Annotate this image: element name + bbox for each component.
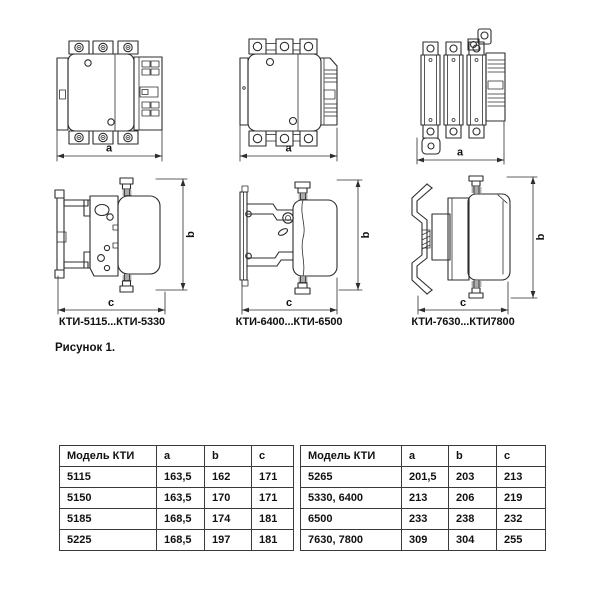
table-cell: 6500: [301, 509, 402, 530]
caption-kti5: КТИ-5115...КТИ-5330: [58, 316, 166, 328]
table-cell: 255: [497, 530, 546, 551]
table-cell: 5330, 6400: [301, 488, 402, 509]
column-header: c: [252, 446, 294, 467]
dimensions-table-right: [300, 445, 546, 551]
dim-c-label: c: [459, 297, 467, 309]
table-cell: 233: [402, 509, 449, 530]
support-arms: [247, 204, 293, 266]
table-cell: 163,5: [157, 488, 205, 509]
caption-kti6: КТИ-6400...КТИ-6500: [235, 316, 343, 328]
table-cell: 5115: [60, 467, 157, 488]
front-view-kti7-drawing: [413, 26, 513, 166]
contactor-body: [248, 54, 321, 131]
figure-label: Рисунок 1.: [55, 342, 116, 354]
side-view-kti5-drawing: [50, 170, 195, 318]
table-cell: 197: [205, 530, 252, 551]
side-view-kti7-drawing: [405, 170, 545, 318]
front-view-kti5-drawing: [52, 30, 167, 163]
arc-chamber: [468, 194, 510, 280]
dimension-b: [507, 177, 547, 298]
arc-chamber: [118, 196, 160, 274]
core-block: [432, 198, 469, 280]
column-header: Модель КТИ: [60, 446, 157, 467]
busbar-1: [421, 42, 440, 138]
table-cell: 181: [252, 509, 294, 530]
terminal-lugs-top: [249, 39, 317, 54]
mechanism-plate: [90, 196, 118, 276]
mounting-rail-left: [240, 58, 248, 125]
mounting-tab-bottom: [422, 138, 440, 154]
cooling-fins-right: [486, 53, 505, 121]
terminal-screws-top: [69, 41, 138, 54]
terminal-screw-bottom: [469, 280, 483, 298]
dim-c-label: c: [107, 297, 115, 309]
table-cell: 181: [252, 530, 294, 551]
terminal-screw-top: [469, 176, 483, 194]
front-view-kti6-drawing: [236, 30, 341, 163]
table-row: [60, 530, 294, 551]
table-cell: 201,5: [402, 467, 449, 488]
terminal-screw-top: [295, 182, 310, 200]
dimension-c: [58, 276, 165, 314]
table-row: [301, 467, 546, 488]
table-header-row: [301, 446, 546, 467]
table-row: [301, 530, 546, 551]
zigzag-mounting-bracket: [412, 184, 432, 294]
column-header: Модель КТИ: [301, 446, 402, 467]
terminal-lugs-bottom: [249, 131, 317, 146]
table-cell: 5150: [60, 488, 157, 509]
table-cell: 168,5: [157, 509, 205, 530]
table-row: [60, 488, 294, 509]
table-cell: 304: [449, 530, 497, 551]
mounting-plate: [240, 186, 251, 286]
mounting-bracket: [55, 190, 90, 278]
terminal-screws-bottom: [69, 131, 138, 144]
dim-a-label: a: [285, 142, 292, 155]
table-cell: 309: [402, 530, 449, 551]
table-cell: 5265: [301, 467, 402, 488]
table-cell: 170: [205, 488, 252, 509]
column-header: b: [205, 446, 252, 467]
dimension-b: [156, 179, 197, 290]
dim-b-label: b: [360, 231, 372, 239]
table-row: [60, 467, 294, 488]
cooling-fins-right: [321, 58, 337, 125]
busbar-2: [444, 42, 463, 138]
dim-a-label: a: [105, 142, 113, 155]
table-cell: 232: [497, 509, 546, 530]
table-header-row: [60, 446, 294, 467]
table-cell: 162: [205, 467, 252, 488]
table-row: [60, 509, 294, 530]
dim-c-label: c: [285, 297, 293, 309]
terminal-screw-bottom: [120, 274, 133, 292]
dim-b-label: b: [535, 233, 547, 241]
table-cell: 203: [449, 467, 497, 488]
table-cell: 163,5: [157, 467, 205, 488]
column-header: c: [497, 446, 546, 467]
table-cell: 219: [497, 488, 546, 509]
aux-contact-block: [134, 57, 162, 130]
column-header: a: [157, 446, 205, 467]
table-cell: 168,5: [157, 530, 205, 551]
table-cell: 206: [449, 488, 497, 509]
table-cell: 213: [497, 467, 546, 488]
column-header: b: [449, 446, 497, 467]
dimension-c: [418, 282, 508, 314]
dimensions-tables: [59, 445, 546, 551]
table-cell: 174: [205, 509, 252, 530]
table-cell: 213: [402, 488, 449, 509]
dim-b-label: b: [185, 231, 197, 238]
column-header: a: [402, 446, 449, 467]
mounting-rail-left: [57, 58, 68, 130]
side-view-kti6-drawing: [233, 170, 371, 318]
table-cell: 5185: [60, 509, 157, 530]
busbar-3: [467, 42, 486, 138]
dimension-b: [337, 180, 372, 290]
dimensions-table-left: [59, 445, 294, 551]
dim-a-label: a: [456, 146, 464, 159]
table-cell: 238: [449, 509, 497, 530]
contactor-body: [68, 54, 134, 131]
table-cell: 7630, 7800: [301, 530, 402, 551]
terminal-screw-bottom: [295, 276, 310, 294]
dimension-a: [57, 130, 162, 161]
table-row: [301, 488, 546, 509]
table-row: [301, 509, 546, 530]
dimension-c: [242, 278, 337, 314]
table-cell: 171: [252, 488, 294, 509]
table-cell: 171: [252, 467, 294, 488]
terminal-screw-top: [120, 178, 133, 196]
table-cell: 5225: [60, 530, 157, 551]
arc-chamber: [293, 200, 337, 276]
caption-kti7: КТИ-7630...КТИ7800: [411, 316, 515, 328]
